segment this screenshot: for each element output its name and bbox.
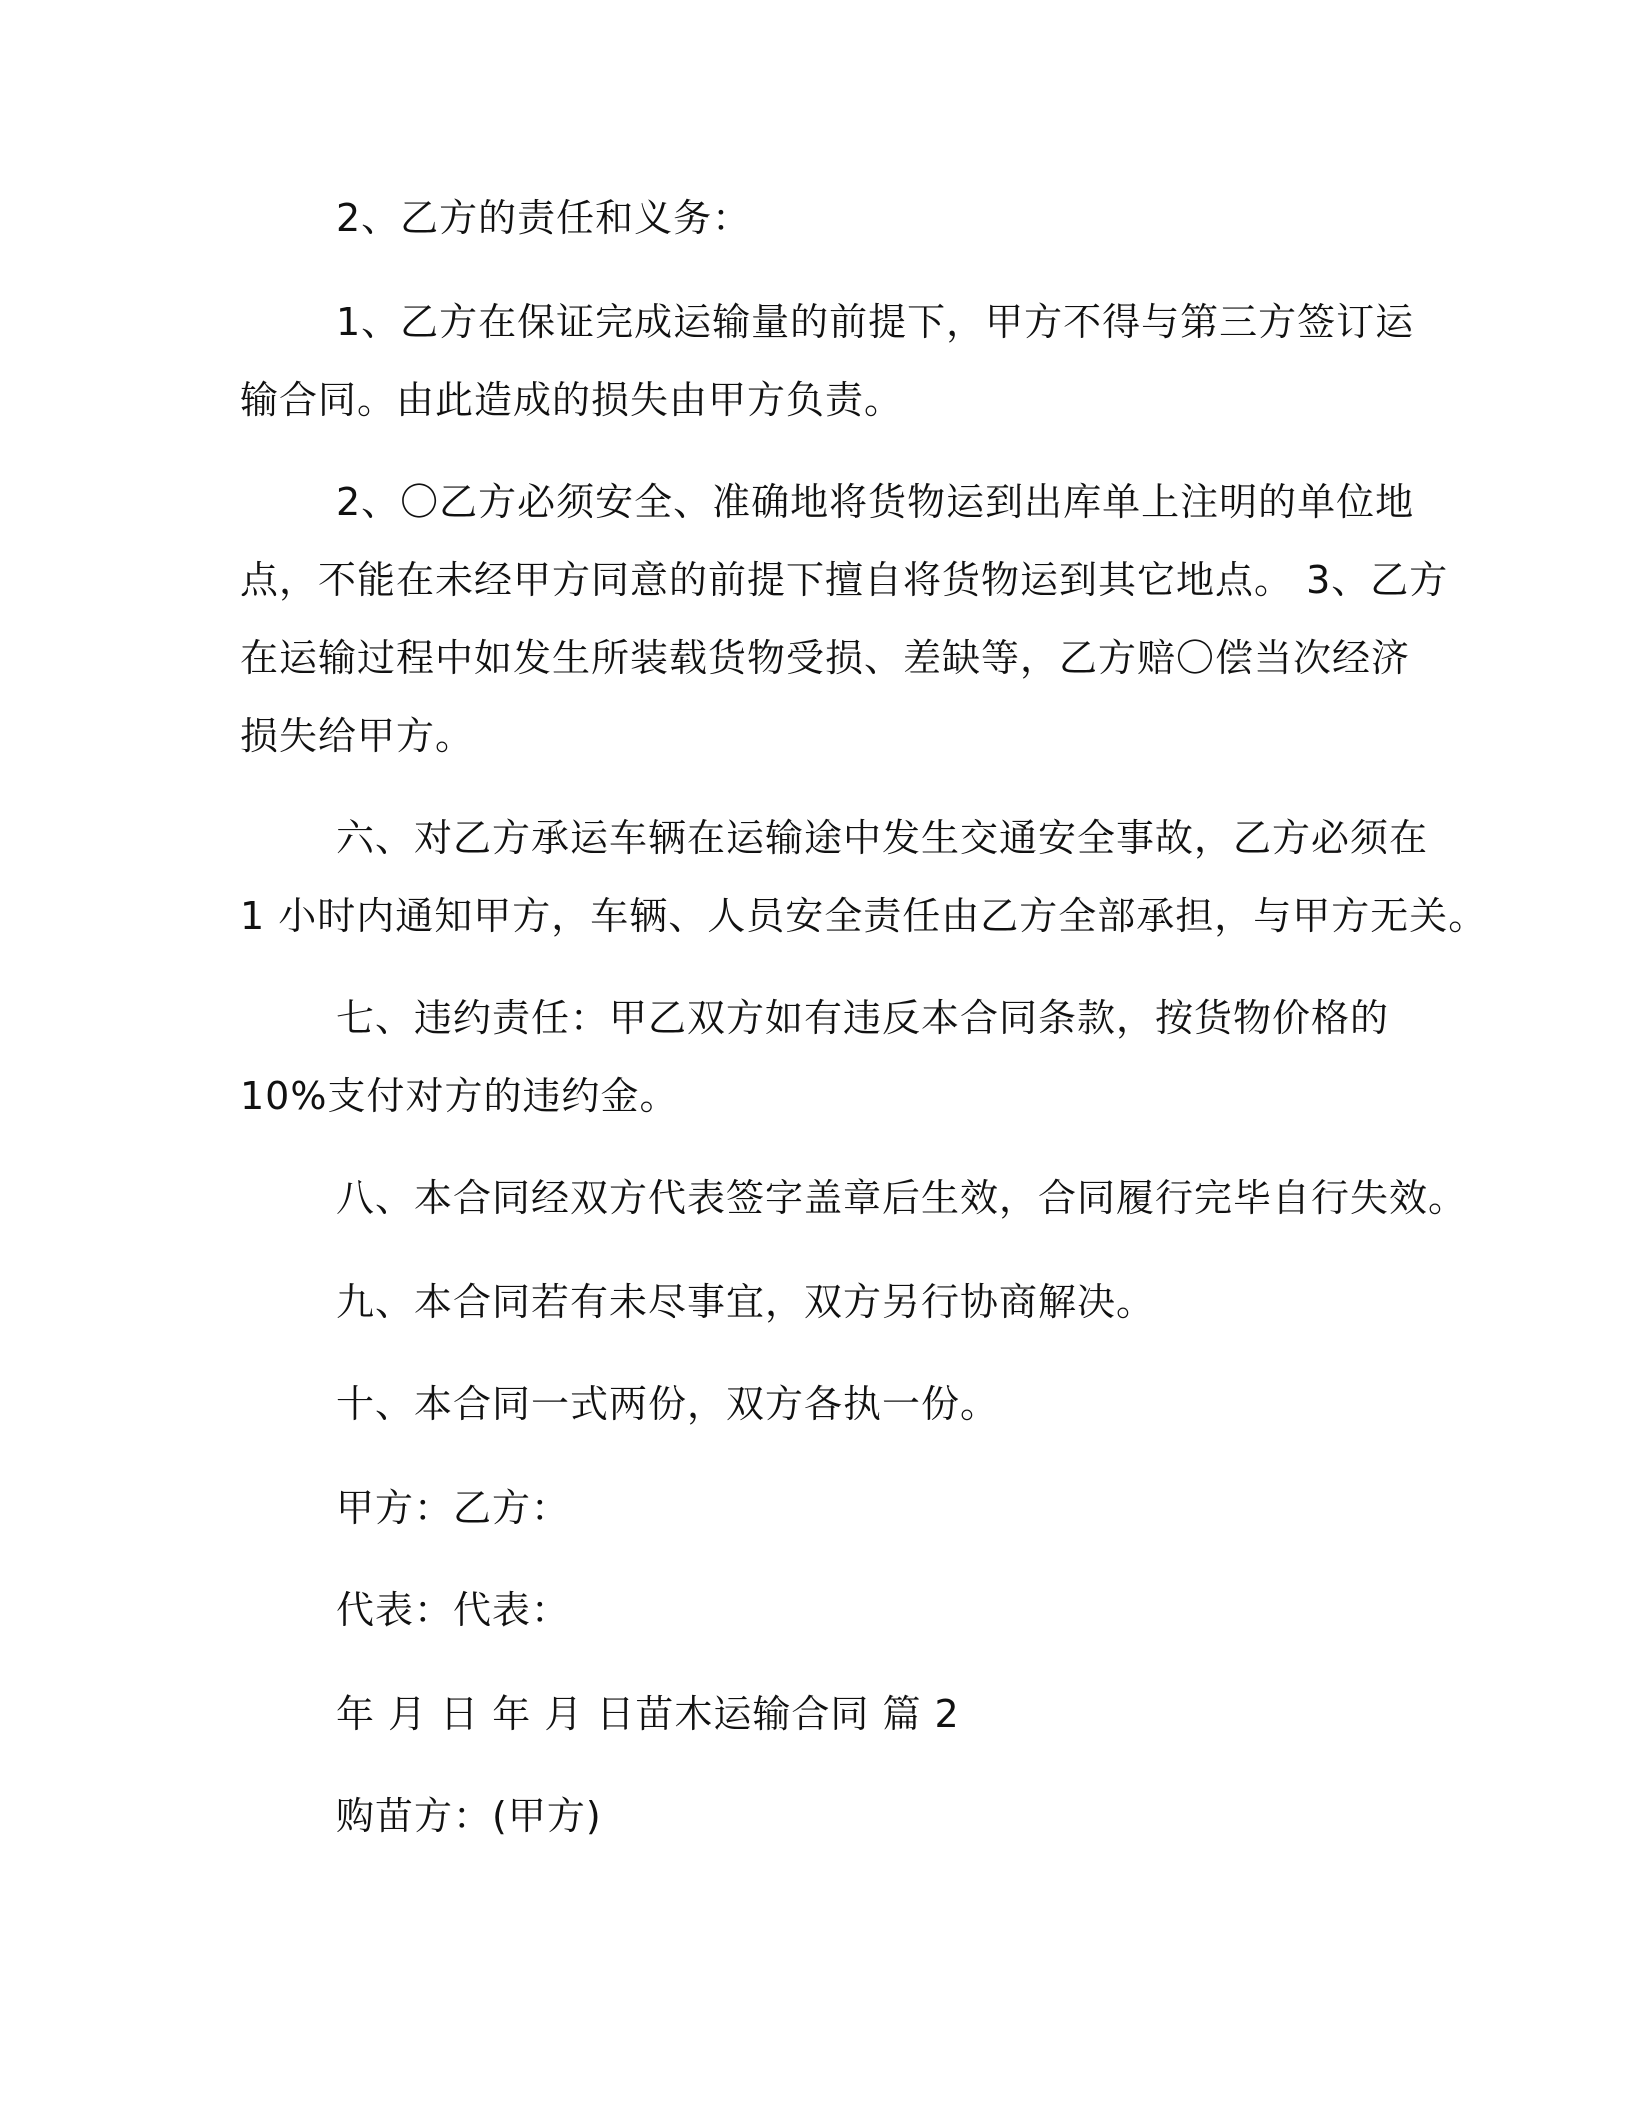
date-and-contract-title: 年 月 日 年 月 日苗木运输合同 篇 2 bbox=[336, 1692, 960, 1736]
article-7-line-2: 10%支付对方的违约金。 bbox=[240, 1074, 679, 1118]
clause-1-line-1: 1、乙方在保证完成运输量的前提下，甲方不得与第三方签订运 bbox=[336, 300, 1415, 344]
article-10: 十、本合同一式两份，双方各执一份。 bbox=[336, 1382, 1000, 1426]
section-heading-party-b-duties: 2、乙方的责任和义务： bbox=[336, 196, 752, 240]
clause-2-line-4: 损失给甲方。 bbox=[240, 714, 475, 758]
article-6-line-2: 1 小时内通知甲方，车辆、人员安全责任由乙方全部承担，与甲方无关。 bbox=[240, 894, 1488, 938]
article-6-line-1: 六、对乙方承运车辆在运输途中发生交通安全事故，乙方必须在 bbox=[336, 816, 1429, 860]
clause-1-line-2: 输合同。由此造成的损失由甲方负责。 bbox=[240, 378, 904, 422]
article-9: 九、本合同若有未尽事宜，双方另行协商解决。 bbox=[336, 1280, 1156, 1324]
article-7-line-1: 七、违约责任：甲乙双方如有违反本合同条款，按货物价格的 bbox=[336, 996, 1390, 1040]
clause-2-line-3: 在运输过程中如发生所装载货物受损、差缺等，乙方赔〇偿当次经济 bbox=[240, 636, 1411, 680]
signature-parties: 甲方：乙方： bbox=[336, 1486, 571, 1530]
article-8: 八、本合同经双方代表签字盖章后生效，合同履行完毕自行失效。 bbox=[336, 1176, 1468, 1220]
clause-2-line-1: 2、〇乙方必须安全、准确地将货物运到出库单上注明的单位地 bbox=[336, 480, 1415, 524]
clause-2-line-2: 点，不能在未经甲方同意的前提下擅自将货物运到其它地点。 3、乙方 bbox=[240, 558, 1449, 602]
buyer-party-label: 购苗方：(甲方) bbox=[336, 1794, 602, 1838]
signature-representatives: 代表：代表： bbox=[336, 1588, 571, 1632]
